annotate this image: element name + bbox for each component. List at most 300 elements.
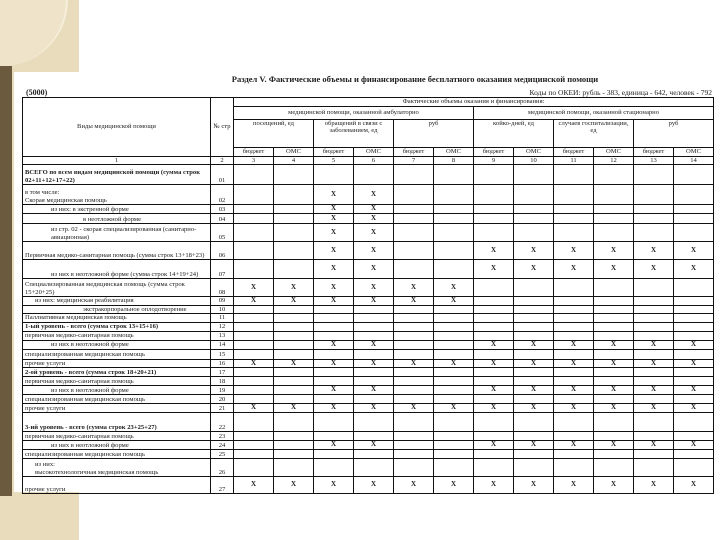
cell-empty	[354, 165, 394, 185]
cell-not-applicable: X	[354, 185, 394, 205]
cell-empty	[434, 214, 474, 224]
cell-not-applicable: X	[674, 340, 714, 349]
row-number: 03	[211, 205, 234, 214]
cell-not-applicable: X	[434, 359, 474, 368]
cell-empty	[274, 314, 314, 323]
cell-not-applicable: X	[274, 359, 314, 368]
cell-empty	[234, 322, 274, 331]
cell-empty	[514, 185, 554, 205]
cell-not-applicable: X	[554, 260, 594, 279]
cell-empty	[314, 395, 354, 404]
row-name: прочие услуги	[23, 404, 211, 413]
cell-empty	[434, 349, 474, 359]
header-visits: посещений, ед	[234, 119, 314, 147]
cell-not-applicable: X	[594, 359, 634, 368]
header-oms: ОМС	[594, 147, 634, 156]
cell-not-applicable: X	[474, 404, 514, 413]
header-row-no: № стр	[211, 98, 234, 157]
cell-empty	[234, 450, 274, 459]
cell-not-applicable: X	[634, 359, 674, 368]
table-row	[23, 305, 714, 314]
cell-not-applicable: X	[434, 477, 474, 494]
table-row	[23, 340, 714, 349]
cell-empty	[594, 331, 634, 340]
cell-empty	[434, 386, 474, 395]
cell-not-applicable: X	[354, 279, 394, 297]
row-number: 24	[211, 441, 234, 450]
cell-empty	[354, 322, 394, 331]
cell-not-applicable: X	[314, 185, 354, 205]
cell-not-applicable: X	[594, 386, 634, 395]
cell-not-applicable: X	[634, 441, 674, 450]
cell-not-applicable: X	[314, 260, 354, 279]
cell-empty	[354, 395, 394, 404]
row-name: из них в неотложной форме	[23, 340, 211, 349]
cell-not-applicable: X	[394, 404, 434, 413]
cell-empty	[594, 450, 634, 459]
cell-empty	[594, 185, 634, 205]
cell-empty	[674, 432, 714, 441]
header-budget: бюджет	[234, 147, 274, 156]
cell-empty	[474, 185, 514, 205]
row-name: первичная медико-санитарная помощь	[23, 377, 211, 386]
cell-empty	[674, 224, 714, 242]
cell-not-applicable: X	[634, 477, 674, 494]
table-row	[23, 432, 714, 441]
cell-empty	[594, 413, 634, 432]
cell-not-applicable: X	[354, 441, 394, 450]
cell-not-applicable: X	[314, 359, 354, 368]
cell-not-applicable: X	[314, 297, 354, 306]
cell-empty	[674, 185, 714, 205]
cell-empty	[274, 459, 314, 477]
table-row	[23, 214, 714, 224]
cell-empty	[274, 260, 314, 279]
cell-empty	[434, 260, 474, 279]
cell-not-applicable: X	[314, 340, 354, 349]
cell-empty	[554, 395, 594, 404]
cell-empty	[554, 377, 594, 386]
cell-empty	[234, 165, 274, 185]
cell-empty	[514, 349, 554, 359]
cell-empty	[474, 368, 514, 377]
column-number: 6	[354, 156, 394, 165]
cell-empty	[274, 322, 314, 331]
cell-empty	[594, 214, 634, 224]
cell-empty	[394, 165, 434, 185]
cell-empty	[394, 386, 434, 395]
cell-empty	[434, 432, 474, 441]
cell-empty	[434, 331, 474, 340]
table-row	[23, 441, 714, 450]
cell-not-applicable: X	[234, 477, 274, 494]
cell-empty	[234, 368, 274, 377]
cell-empty	[274, 185, 314, 205]
row-number: 21	[211, 404, 234, 413]
cell-empty	[314, 349, 354, 359]
cell-not-applicable: X	[594, 404, 634, 413]
column-number: 5	[314, 156, 354, 165]
cell-empty	[274, 349, 314, 359]
column-number: 4	[274, 156, 314, 165]
row-number: 02	[211, 185, 234, 205]
column-number: 3	[234, 156, 274, 165]
cell-empty	[674, 322, 714, 331]
cell-empty	[474, 459, 514, 477]
cell-empty	[394, 305, 434, 314]
cell-empty	[514, 205, 554, 214]
cell-empty	[594, 377, 634, 386]
row-name: из них: высокотехнологичная медицинская помощь	[23, 459, 211, 477]
cell-empty	[474, 377, 514, 386]
cell-empty	[354, 413, 394, 432]
row-name: из них: медицинская реабилитация	[23, 297, 211, 306]
cell-not-applicable: X	[354, 477, 394, 494]
cell-empty	[274, 441, 314, 450]
cell-not-applicable: X	[634, 340, 674, 349]
cell-not-applicable: X	[594, 242, 634, 260]
cell-empty	[474, 297, 514, 306]
cell-empty	[354, 314, 394, 323]
cell-empty	[674, 205, 714, 214]
table-row	[23, 450, 714, 459]
cell-empty	[394, 242, 434, 260]
cell-not-applicable: X	[434, 404, 474, 413]
cell-not-applicable: X	[554, 340, 594, 349]
cell-not-applicable: X	[634, 260, 674, 279]
cell-empty	[634, 432, 674, 441]
cell-empty	[474, 165, 514, 185]
cell-empty	[514, 450, 554, 459]
cell-empty	[514, 314, 554, 323]
cell-empty	[354, 349, 394, 359]
header-budget: бюджет	[634, 147, 674, 156]
cell-empty	[234, 441, 274, 450]
cell-not-applicable: X	[514, 260, 554, 279]
row-name: специализированная медицинская помощь	[23, 450, 211, 459]
cell-empty	[354, 377, 394, 386]
column-number: 2	[211, 156, 234, 165]
cell-empty	[554, 185, 594, 205]
cell-not-applicable: X	[354, 205, 394, 214]
slide-side-strip	[0, 66, 12, 496]
row-number: 22	[211, 413, 234, 432]
cell-empty	[474, 322, 514, 331]
cell-empty	[434, 305, 474, 314]
cell-empty	[634, 368, 674, 377]
cell-not-applicable: X	[474, 359, 514, 368]
cell-empty	[674, 459, 714, 477]
cell-empty	[634, 279, 674, 297]
cell-empty	[274, 242, 314, 260]
row-number: 09	[211, 297, 234, 306]
cell-empty	[514, 331, 554, 340]
cell-empty	[514, 377, 554, 386]
column-number: 9	[474, 156, 514, 165]
cell-empty	[274, 386, 314, 395]
cell-empty	[674, 368, 714, 377]
table-row	[23, 260, 714, 279]
cell-empty	[394, 395, 434, 404]
cell-empty	[354, 450, 394, 459]
cell-empty	[514, 279, 554, 297]
table-row	[23, 297, 714, 306]
cell-empty	[234, 432, 274, 441]
cell-empty	[674, 165, 714, 185]
cell-empty	[474, 450, 514, 459]
cell-empty	[234, 242, 274, 260]
cell-not-applicable: X	[634, 404, 674, 413]
table-row	[23, 224, 714, 242]
cell-empty	[514, 368, 554, 377]
cell-empty	[514, 165, 554, 185]
cell-empty	[674, 450, 714, 459]
cell-empty	[274, 331, 314, 340]
cell-not-applicable: X	[274, 279, 314, 297]
row-name: в том числе: Скорая медицинская помощь	[23, 185, 211, 205]
cell-empty	[674, 279, 714, 297]
cell-empty	[674, 331, 714, 340]
cell-not-applicable: X	[394, 477, 434, 494]
cell-empty	[354, 432, 394, 441]
cell-empty	[234, 185, 274, 205]
header-appeals: обращений в связи с заболеванием, ед	[314, 119, 394, 147]
cell-empty	[554, 165, 594, 185]
row-number: 05	[211, 224, 234, 242]
cell-empty	[234, 260, 274, 279]
cell-not-applicable: X	[274, 404, 314, 413]
cell-not-applicable: X	[314, 214, 354, 224]
header-oms: ОМС	[434, 147, 474, 156]
row-name: экстракорпоральное оплодотворение	[23, 305, 211, 314]
cell-not-applicable: X	[594, 260, 634, 279]
cell-empty	[634, 165, 674, 185]
column-number: 11	[554, 156, 594, 165]
data-table	[22, 97, 714, 494]
cell-empty	[274, 340, 314, 349]
header-budget: бюджет	[474, 147, 514, 156]
cell-empty	[554, 322, 594, 331]
cell-empty	[234, 214, 274, 224]
cell-empty	[434, 224, 474, 242]
cell-empty	[354, 459, 394, 477]
cell-empty	[674, 297, 714, 306]
header-kind: Виды медицинской помощи	[23, 98, 211, 157]
cell-empty	[554, 368, 594, 377]
cell-empty	[594, 349, 634, 359]
cell-not-applicable: X	[234, 359, 274, 368]
row-name: из них в неотложной форме (сумма строк 14+19+24)	[23, 260, 211, 279]
cell-empty	[474, 224, 514, 242]
header-oms: ОМС	[674, 147, 714, 156]
row-number: 16	[211, 359, 234, 368]
cell-not-applicable: X	[554, 404, 594, 413]
column-number: 13	[634, 156, 674, 165]
row-number: 07	[211, 260, 234, 279]
cell-empty	[394, 314, 434, 323]
cell-empty	[554, 205, 594, 214]
slide-bottom	[79, 492, 720, 540]
cell-empty	[554, 279, 594, 297]
cell-empty	[554, 224, 594, 242]
cell-not-applicable: X	[514, 242, 554, 260]
cell-empty	[274, 224, 314, 242]
cell-empty	[634, 297, 674, 306]
table-row	[23, 359, 714, 368]
cell-not-applicable: X	[314, 279, 354, 297]
header-rub-ambulatory: руб	[394, 119, 474, 147]
row-number: 27	[211, 477, 234, 494]
column-number: 14	[674, 156, 714, 165]
cell-not-applicable: X	[674, 404, 714, 413]
cell-empty	[314, 322, 354, 331]
cell-not-applicable: X	[554, 359, 594, 368]
row-name: прочие услуги	[23, 359, 211, 368]
row-name: из них в неотложной форме	[23, 441, 211, 450]
row-number: 10	[211, 305, 234, 314]
cell-empty	[594, 459, 634, 477]
cell-empty	[394, 349, 434, 359]
cell-empty	[274, 450, 314, 459]
cell-empty	[634, 377, 674, 386]
cell-empty	[234, 395, 274, 404]
table-row	[23, 242, 714, 260]
cell-not-applicable: X	[674, 242, 714, 260]
cell-empty	[554, 305, 594, 314]
row-name: первичная медико-санитарная помощь	[23, 432, 211, 441]
table-row	[23, 377, 714, 386]
header-facts: Фактические объемы оказания и финансирования:	[234, 98, 714, 107]
cell-not-applicable: X	[594, 441, 634, 450]
cell-empty	[234, 386, 274, 395]
table-row	[23, 185, 714, 205]
cell-not-applicable: X	[674, 477, 714, 494]
cell-not-applicable: X	[234, 279, 274, 297]
cell-empty	[394, 214, 434, 224]
cell-empty	[634, 224, 674, 242]
cell-empty	[634, 185, 674, 205]
cell-not-applicable: X	[434, 297, 474, 306]
cell-not-applicable: X	[354, 297, 394, 306]
cell-empty	[554, 214, 594, 224]
row-name: специализированная медицинская помощь	[23, 395, 211, 404]
row-name: 3-ий уровень - всего (сумма строк 23+25+27)	[23, 413, 211, 432]
row-name: из них: в экстренной форме	[23, 205, 211, 214]
column-number: 10	[514, 156, 554, 165]
table-row	[23, 395, 714, 404]
header-hospitalizations: случаев госпитализации, ед	[554, 119, 634, 147]
header-oms: ОМС	[354, 147, 394, 156]
cell-empty	[634, 413, 674, 432]
cell-empty	[594, 279, 634, 297]
cell-empty	[634, 459, 674, 477]
header-budget: бюджет	[394, 147, 434, 156]
cell-empty	[434, 368, 474, 377]
cell-empty	[474, 305, 514, 314]
header-budget: бюджет	[554, 147, 594, 156]
cell-empty	[474, 279, 514, 297]
table-row	[23, 368, 714, 377]
cell-empty	[394, 331, 434, 340]
cell-not-applicable: X	[594, 340, 634, 349]
cell-empty	[274, 165, 314, 185]
cell-not-applicable: X	[474, 441, 514, 450]
cell-empty	[554, 432, 594, 441]
row-number: 19	[211, 386, 234, 395]
cell-not-applicable: X	[314, 386, 354, 395]
cell-empty	[234, 314, 274, 323]
cell-empty	[594, 205, 634, 214]
cell-empty	[394, 432, 434, 441]
cell-empty	[234, 331, 274, 340]
cell-empty	[234, 349, 274, 359]
cell-empty	[514, 214, 554, 224]
cell-empty	[674, 349, 714, 359]
cell-not-applicable: X	[314, 404, 354, 413]
cell-empty	[554, 459, 594, 477]
cell-empty	[554, 314, 594, 323]
cell-empty	[394, 185, 434, 205]
cell-empty	[394, 441, 434, 450]
cell-not-applicable: X	[354, 260, 394, 279]
cell-empty	[514, 224, 554, 242]
cell-not-applicable: X	[354, 359, 394, 368]
cell-empty	[314, 165, 354, 185]
cell-empty	[394, 368, 434, 377]
cell-empty	[594, 368, 634, 377]
cell-empty	[554, 349, 594, 359]
cell-empty	[234, 305, 274, 314]
cell-empty	[274, 305, 314, 314]
cell-empty	[594, 224, 634, 242]
cell-empty	[274, 377, 314, 386]
cell-not-applicable: X	[514, 340, 554, 349]
cell-not-applicable: X	[674, 386, 714, 395]
cell-empty	[394, 205, 434, 214]
cell-empty	[394, 377, 434, 386]
cell-empty	[554, 331, 594, 340]
cell-empty	[594, 395, 634, 404]
table-row	[23, 331, 714, 340]
cell-empty	[234, 205, 274, 214]
row-number: 14	[211, 340, 234, 349]
form-code: (5000)	[26, 88, 48, 97]
cell-empty	[434, 377, 474, 386]
row-name: первичная медико-санитарная помощь	[23, 331, 211, 340]
cell-not-applicable: X	[394, 279, 434, 297]
cell-empty	[434, 395, 474, 404]
table-row	[23, 165, 714, 185]
cell-empty	[314, 305, 354, 314]
cell-not-applicable: X	[594, 477, 634, 494]
cell-not-applicable: X	[434, 279, 474, 297]
cell-empty	[354, 305, 394, 314]
row-name: из них в неотложной форме	[23, 386, 211, 395]
cell-empty	[634, 395, 674, 404]
cell-not-applicable: X	[474, 340, 514, 349]
row-number: 23	[211, 432, 234, 441]
table-row	[23, 314, 714, 323]
cell-empty	[594, 432, 634, 441]
cell-empty	[394, 413, 434, 432]
row-number: 08	[211, 279, 234, 297]
cell-empty	[634, 349, 674, 359]
cell-empty	[634, 322, 674, 331]
header-ambulatory: медицинской помощи, оказанной амбулаторно	[234, 106, 474, 119]
cell-empty	[234, 377, 274, 386]
header-rub-inpatient: руб	[634, 119, 714, 147]
cell-not-applicable: X	[674, 441, 714, 450]
